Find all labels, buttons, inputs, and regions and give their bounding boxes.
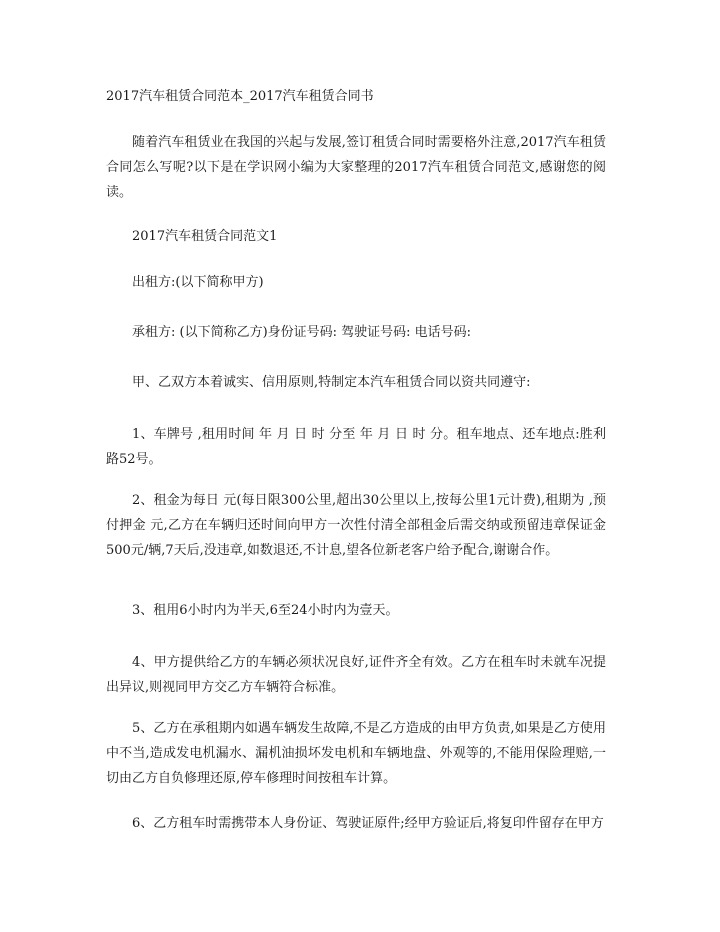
clause-paragraph: 6、乙方租车时需携带本人身份证、驾驶证原件;经甲方验证后,将复印件留存在甲方 bbox=[132, 816, 604, 831]
lessor-line: 出租方:(以下简称甲方) bbox=[132, 275, 264, 290]
section-subtitle: 2017汽车租赁合同范文1 bbox=[132, 229, 278, 244]
document-title: 2017汽车租赁合同范本_2017汽车租赁合同书 bbox=[106, 89, 374, 104]
clause-paragraph: 1、车牌号 ,租用时间 年 月 日 时 分至 年 月 日 时 分。租车地点、还车地点:胜利路52号。 bbox=[106, 427, 606, 467]
clause-paragraph: 3、租用6小时内为半天,6至24小时内为壹天。 bbox=[132, 603, 399, 618]
clause-paragraph: 5、乙方在承租期内如遇车辆发生故障,不是乙方造成的由甲方负责,如果是乙方使用中不当,造成发电机漏水、漏机油损坏发电机和车辆地盘、外观等的,不能用保险理赔,一切由乙方自负修理还原,停车修理时间按租车计算。 bbox=[106, 721, 606, 786]
intro-paragraph: 随着汽车租赁业在我国的兴起与发展,签订租赁合同时需要格外注意,2017汽车租赁合同怎么写呢?以下是在学识网小编为大家整理的2017汽车租赁合同范文,感谢您的阅读。 bbox=[106, 135, 606, 200]
clause-paragraph: 4、甲方提供给乙方的车辆必须状况良好,证件齐全有效。乙方在租车时未就车况提出异议,则视同甲方交乙方车辆符合标准。 bbox=[106, 655, 606, 695]
preamble-paragraph: 甲、乙双方本着诚实、信用原则,特制定本汽车租赁合同以资共同遵守: bbox=[132, 375, 531, 390]
clause-paragraph: 2、租金为每日 元(每日限300公里,超出30公里以上,按每公里1元计费),租期为 ,预付押金 元,乙方在车辆归还时间向甲方一次性付清全部租金后需交纳或预留违章保证金500元/辆,7天后,没违章,如数退还,不计息,望各位新老客户给予配合,谢谢合作。 bbox=[106, 493, 606, 558]
lessee-line: 承租方: (以下简称乙方)身份证号码: 驾驶证号码: 电话号码: bbox=[132, 325, 472, 340]
